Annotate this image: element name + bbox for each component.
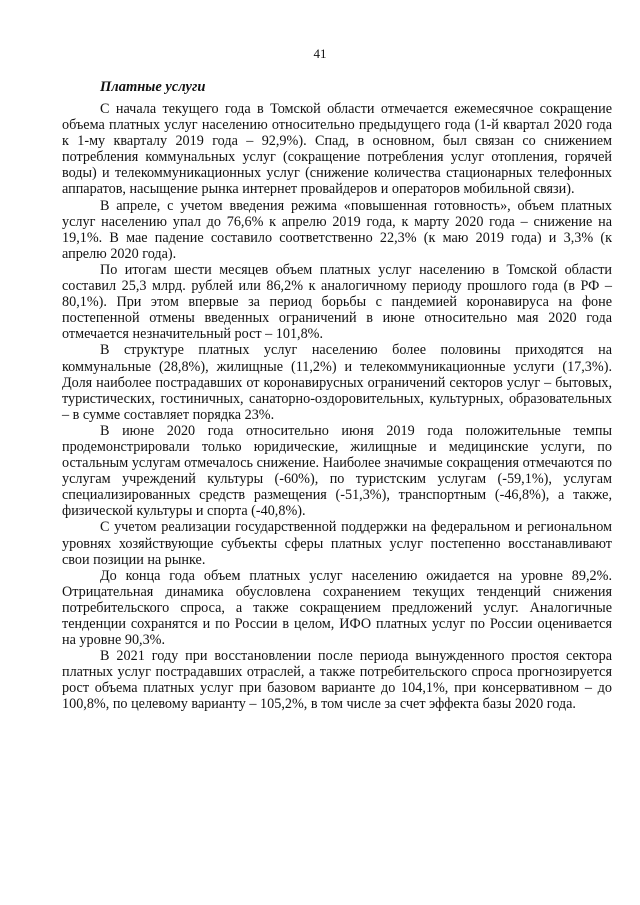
section-title: Платные услуги: [100, 79, 206, 95]
paragraph-april-may: В апреле, с учетом введения режима «повышенная готовность», объем платных услуг населению упал до 76,6% к апрелю 2019 года, к марту 2020 года – снижение на 19,1%. В мае падение составило соответственно 22,3% (к маю 2019 года) и 3,3% (к апрелю 2020 года).: [62, 197, 612, 262]
paragraph-2021-forecast: В 2021 году при восстановлении после периода вынужденного простоя сектора платных услуг пострадавших отраслей, а также потребительского спроса прогнозируется рост объема платных услуг при базовом варианте до 104,1%, при консервативном – до 100,8%, по целевому варианту – 105,2%, в том числе за счет эффекта базы 2020 года.: [62, 648, 612, 713]
page-content: [62, 78, 612, 713]
paragraph-year-end-forecast: До конца года объем платных услуг населению ожидается на уровне 89,2%. Отрицательная динамика обусловлена сохранением текущих тенденций снижения потребительского спроса, а также сокращением предложений услуг. Аналогичные тенденции сохранятся и по России в целом, ИФО платных услуг по России оценивается на уровне 90,3%.: [62, 567, 612, 649]
paragraph-june: В июне 2020 года относительно июня 2019 года положительные темпы продемонстрировали только юридические, жилищные и медицинские услуги, по остальным услугам отмечалось снижение. Наиболее значимые сокращения отмечаются по услугам учреждений культуры (-60%), по туристским услугам (-59,1%), услугам специализированных средств размещения (-51,3%), транспортным (-46,8%), а также, физической культуры и спорта (-40,8%).: [62, 422, 612, 520]
paragraph-structure: В структуре платных услуг населению более половины приходятся на коммунальные (28,8%), жилищные (11,2%) и телекоммуникационные услуги (17,3%). Доля наиболее пострадавших от коронавирусных ограничений секторов услуг – бытовых, туристических, гостиничных, санаторно-оздоровительных, культурных, образовательных – в сумме составляет порядка 23%.: [62, 342, 612, 423]
paragraph-six-months: По итогам шести месяцев объем платных услуг населению в Томской области составил 25,3 млрд. рублей или 86,2% к аналогичному периоду прошлого года (в РФ – 80,1%). При этом впервые за период борьбы с пандемией коронавируса на фоне постепенной отмены введенных ограничений в июне относительно мая 2020 года отмечается незначительный рост – 101,8%.: [62, 261, 612, 343]
paragraph-state-support: С учетом реализации государственной поддержки на федеральном и региональном уровнях хозяйствующие субъекты сферы платных услуг постепенно восстанавливают свои позиции на рынке.: [62, 519, 612, 568]
paragraph-decline-overview: С начала текущего года в Томской области отмечается ежемесячное сокращение объема платных услуг населению относительно предыдущего года (1-й квартал 2020 года к 1-му кварталу 2019 года – 92,9%). Спад, в основном, был связан со снижением потребления коммунальных услуг (сокращение потребления услуг отопления, горячей воды) и телекоммуникационных услуг (снижение количества стационарных телефонных аппаратов, насыщение рынка интернет провайдеров и операторов мобильной связи).: [62, 101, 612, 198]
page-number: 41: [313, 46, 327, 61]
